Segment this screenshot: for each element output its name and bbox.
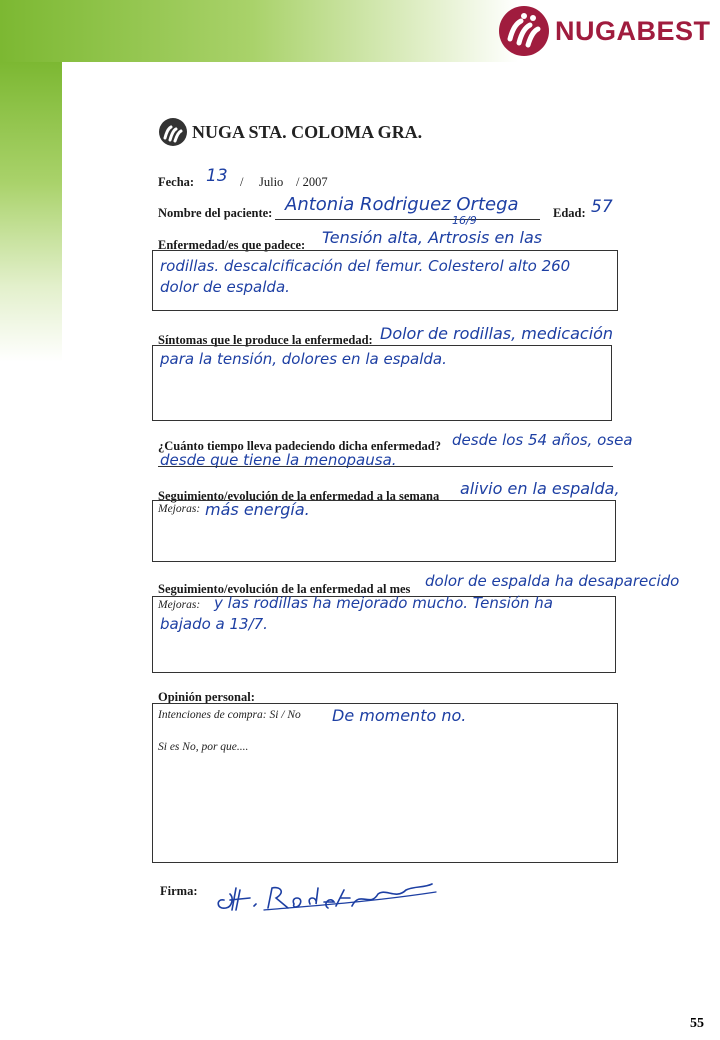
enfermedad-label: Enfermedad/es que padece: <box>158 238 306 252</box>
firma-label: Firma: <box>160 884 198 898</box>
fecha-label: Fecha: <box>158 175 195 189</box>
tiempo-label: ¿Cuánto tiempo lleva padeciendo dicha enfermedad? <box>158 439 441 453</box>
si-no-label: Si es No, por que.... <box>158 741 249 753</box>
nombre-line <box>275 219 540 220</box>
mes-mejoras-line-2: bajado a 13/7. <box>160 615 268 633</box>
enfermedad-line-1: Tensión alta, Artrosis en las <box>322 228 543 247</box>
brand-name: NUGABEST <box>555 16 711 46</box>
fecha-month: Julio <box>259 175 284 189</box>
nombre-value: Antonia Rodriguez Ortega <box>285 194 519 215</box>
page-number: 55 <box>690 1016 704 1031</box>
intenciones-value: De momento no. <box>332 706 467 725</box>
enfermedad-note: 16/9 <box>452 214 477 227</box>
enfermedad-line-3: dolor de espalda. <box>160 278 290 296</box>
tiempo-line-1: desde los 54 años, osea <box>452 431 633 449</box>
sintomas-label: Síntomas que le produce la enfermedad: <box>158 333 373 347</box>
side-gradient-bar <box>0 62 62 362</box>
mes-mejoras-label: Mejoras: <box>158 599 201 611</box>
mes-label: Seguimiento/evolución de la enfermedad al mes <box>158 582 411 596</box>
semana-label: Seguimiento/evolución de la enfermedad a la semana <box>158 489 440 503</box>
opinion-box <box>152 703 618 863</box>
opinion-label: Opinión personal: <box>158 690 255 704</box>
semana-mejoras-value: más energía. <box>205 500 310 519</box>
signature-image <box>210 880 440 916</box>
sintomas-line-1: Dolor de rodillas, medicación <box>380 324 614 343</box>
edad-label: Edad: <box>553 206 586 220</box>
form-logo-icon <box>158 116 188 148</box>
mes-mejoras-line-1: y las rodillas ha mejorado mucho. Tensión ha <box>214 594 553 612</box>
form-logo <box>158 116 438 150</box>
tiempo-line-2: desde que tiene la menopausa. <box>160 451 397 469</box>
intenciones-label: Intenciones de compra: Si / No <box>158 709 301 721</box>
nombre-label: Nombre del paciente: <box>158 206 273 220</box>
fecha-year: / 2007 <box>296 175 328 189</box>
brand-mark-icon <box>497 5 551 57</box>
fecha-day: 13 <box>206 166 228 186</box>
fecha-separator: / <box>240 175 244 189</box>
brand-logo <box>497 5 712 57</box>
enfermedad-line-2: rodillas. descalcificación del femur. Colesterol alto 260 <box>160 257 571 275</box>
form-logo-text: NUGA STA. COLOMA GRA. <box>192 122 423 142</box>
semana-mejoras-label: Mejoras: <box>158 503 201 515</box>
sintomas-line-2: para la tensión, dolores en la espalda. <box>160 350 447 368</box>
mes-value: dolor de espalda ha desaparecido <box>425 572 680 590</box>
edad-value: 57 <box>591 197 613 217</box>
semana-value: alivio en la espalda, <box>460 479 620 498</box>
tiempo-line <box>158 466 613 467</box>
